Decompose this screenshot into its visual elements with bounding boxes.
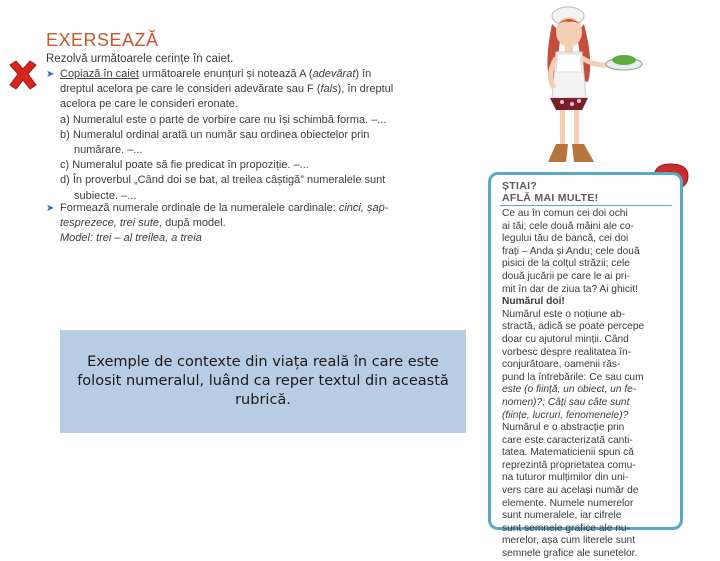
sidebar-line: reprezintă proprietatea comu- bbox=[502, 459, 636, 471]
sidebar-line: pisici de la colțul străzii; cele bbox=[502, 258, 630, 270]
sidebar-line: două jucării pe care le ai pri- bbox=[502, 270, 630, 282]
task2-words: cinci, șap- bbox=[338, 202, 389, 214]
sidebar-line: na tuturor mulțimilor din uni- bbox=[502, 472, 629, 484]
sidebar-line: Ce au în comun cei doi ochi bbox=[502, 208, 628, 219]
task1-verb: Copiază în caiet bbox=[60, 68, 139, 80]
sidebar-line: tatea. Matematicienii spun că bbox=[502, 447, 634, 459]
statement-b-cont: numărare. –... bbox=[74, 144, 143, 157]
sidebar-line: stractă, adică se poate percepe bbox=[502, 321, 645, 333]
exercise-intro: Rezolvă următoarele cerințe în caiet. bbox=[46, 53, 234, 65]
sidebar-title: ȘTIAI? bbox=[502, 180, 538, 192]
statement-d: d) În proverbul „Când doi se bat, al treilea câștigă” numeralele sunt bbox=[60, 174, 386, 187]
statement-d-cont: subiecte. –... bbox=[74, 189, 137, 202]
sidebar-line: semnele grafice ale sunetelor. bbox=[502, 548, 638, 560]
task1-line3: acelora pe care le consideri eronate. bbox=[60, 98, 238, 111]
sidebar-line: vers care au același număr de bbox=[502, 485, 639, 497]
prompt-overlay-text: Exemple de contexte din viața reală în care este folosit numeralul, luând ca reper textul din această rubrică. bbox=[77, 354, 449, 408]
sidebar-line: frați – Anda și Andu; cele două bbox=[502, 245, 640, 257]
sidebar-line: ai tăi; cele două mâini ale co- bbox=[502, 220, 634, 232]
statement-a: a) Numeralul este o parte de vorbire care nu își schimbă forma. –... bbox=[60, 113, 387, 126]
statement-b: b) Numeralul ordinal arată un număr sau ordinea obiectelor prin bbox=[60, 128, 370, 141]
sidebar-divider bbox=[500, 205, 672, 206]
task2-text-end: , după model. bbox=[159, 217, 226, 230]
task1-false: fals bbox=[320, 83, 338, 96]
sidebar-line: mit în dar de ziua ta? Ai ghicit! bbox=[502, 283, 638, 295]
sidebar-line: sunt semnele grafice ale nu- bbox=[502, 522, 630, 534]
task-copy-statements bbox=[46, 67, 426, 204]
task2-model: Model: trei – al treilea, a treia bbox=[60, 232, 202, 245]
sidebar-line: vorbesc despre realitatea în- bbox=[502, 346, 632, 358]
statement-c: c) Numeralul poate să fie predicat în propoziție. –... bbox=[60, 159, 309, 172]
task1-true: adevărat bbox=[312, 68, 356, 80]
sidebar-line: legului tău de bancă, cei doi bbox=[502, 233, 629, 245]
sidebar-line: elemente. Numele numerelor bbox=[502, 497, 634, 509]
task1-text: următoarele enunțuri și notează A ( bbox=[138, 68, 313, 80]
sidebar-line: sunt numeralele, iar cifrele bbox=[502, 510, 622, 522]
sidebar-line: Numărul e o abstracție prin bbox=[502, 422, 625, 434]
task-ordinal-numerals bbox=[46, 201, 426, 247]
task2-words-cont: tesprezece, trei sute bbox=[60, 217, 160, 230]
sidebar-line: merelor, așa cum literele sunt bbox=[502, 535, 636, 547]
sidebar-line: pund la întrebările: Ce sau cum bbox=[502, 371, 644, 383]
bullet-arrow-icon: ➤ bbox=[46, 203, 55, 214]
task1-text-end: ) în bbox=[355, 68, 372, 80]
sidebar-line: Numărul doi! bbox=[502, 296, 565, 308]
sidebar-subtitle: AFLĂ MAI MULTE! bbox=[502, 192, 599, 204]
sidebar-line: Numărul este o noțiune ab- bbox=[502, 308, 625, 320]
sidebar-line: (ființe, lucruri, fenomenele)? bbox=[502, 409, 629, 421]
task1-line2: dreptul acelora pe care le consideri adevărate sau F ( bbox=[60, 83, 321, 96]
sidebar-line: este (o ființă, un obiect, un fe- bbox=[502, 384, 637, 396]
sidebar-line: conjurătoare, oamenii răs- bbox=[502, 359, 621, 371]
sidebar-line: doar cu ajutorul minții. Când bbox=[502, 333, 629, 345]
sidebar-line: care este caracterizată canti- bbox=[502, 434, 633, 446]
chef-girl-illustration bbox=[516, 2, 646, 167]
prompt-overlay-box bbox=[60, 330, 466, 433]
red-x-icon bbox=[6, 58, 40, 92]
exercise-title: EXERSEAZĂ bbox=[46, 30, 159, 50]
bullet-arrow-icon: ➤ bbox=[46, 69, 55, 80]
sidebar-line: nomen)?; Câți sau câte sunt bbox=[502, 396, 630, 408]
sidebar-text bbox=[502, 208, 668, 561]
task2-text: Formează numerale ordinale de la numeralele cardinale: bbox=[60, 202, 339, 214]
task1-line2-end: ), în dreptul bbox=[337, 83, 394, 96]
